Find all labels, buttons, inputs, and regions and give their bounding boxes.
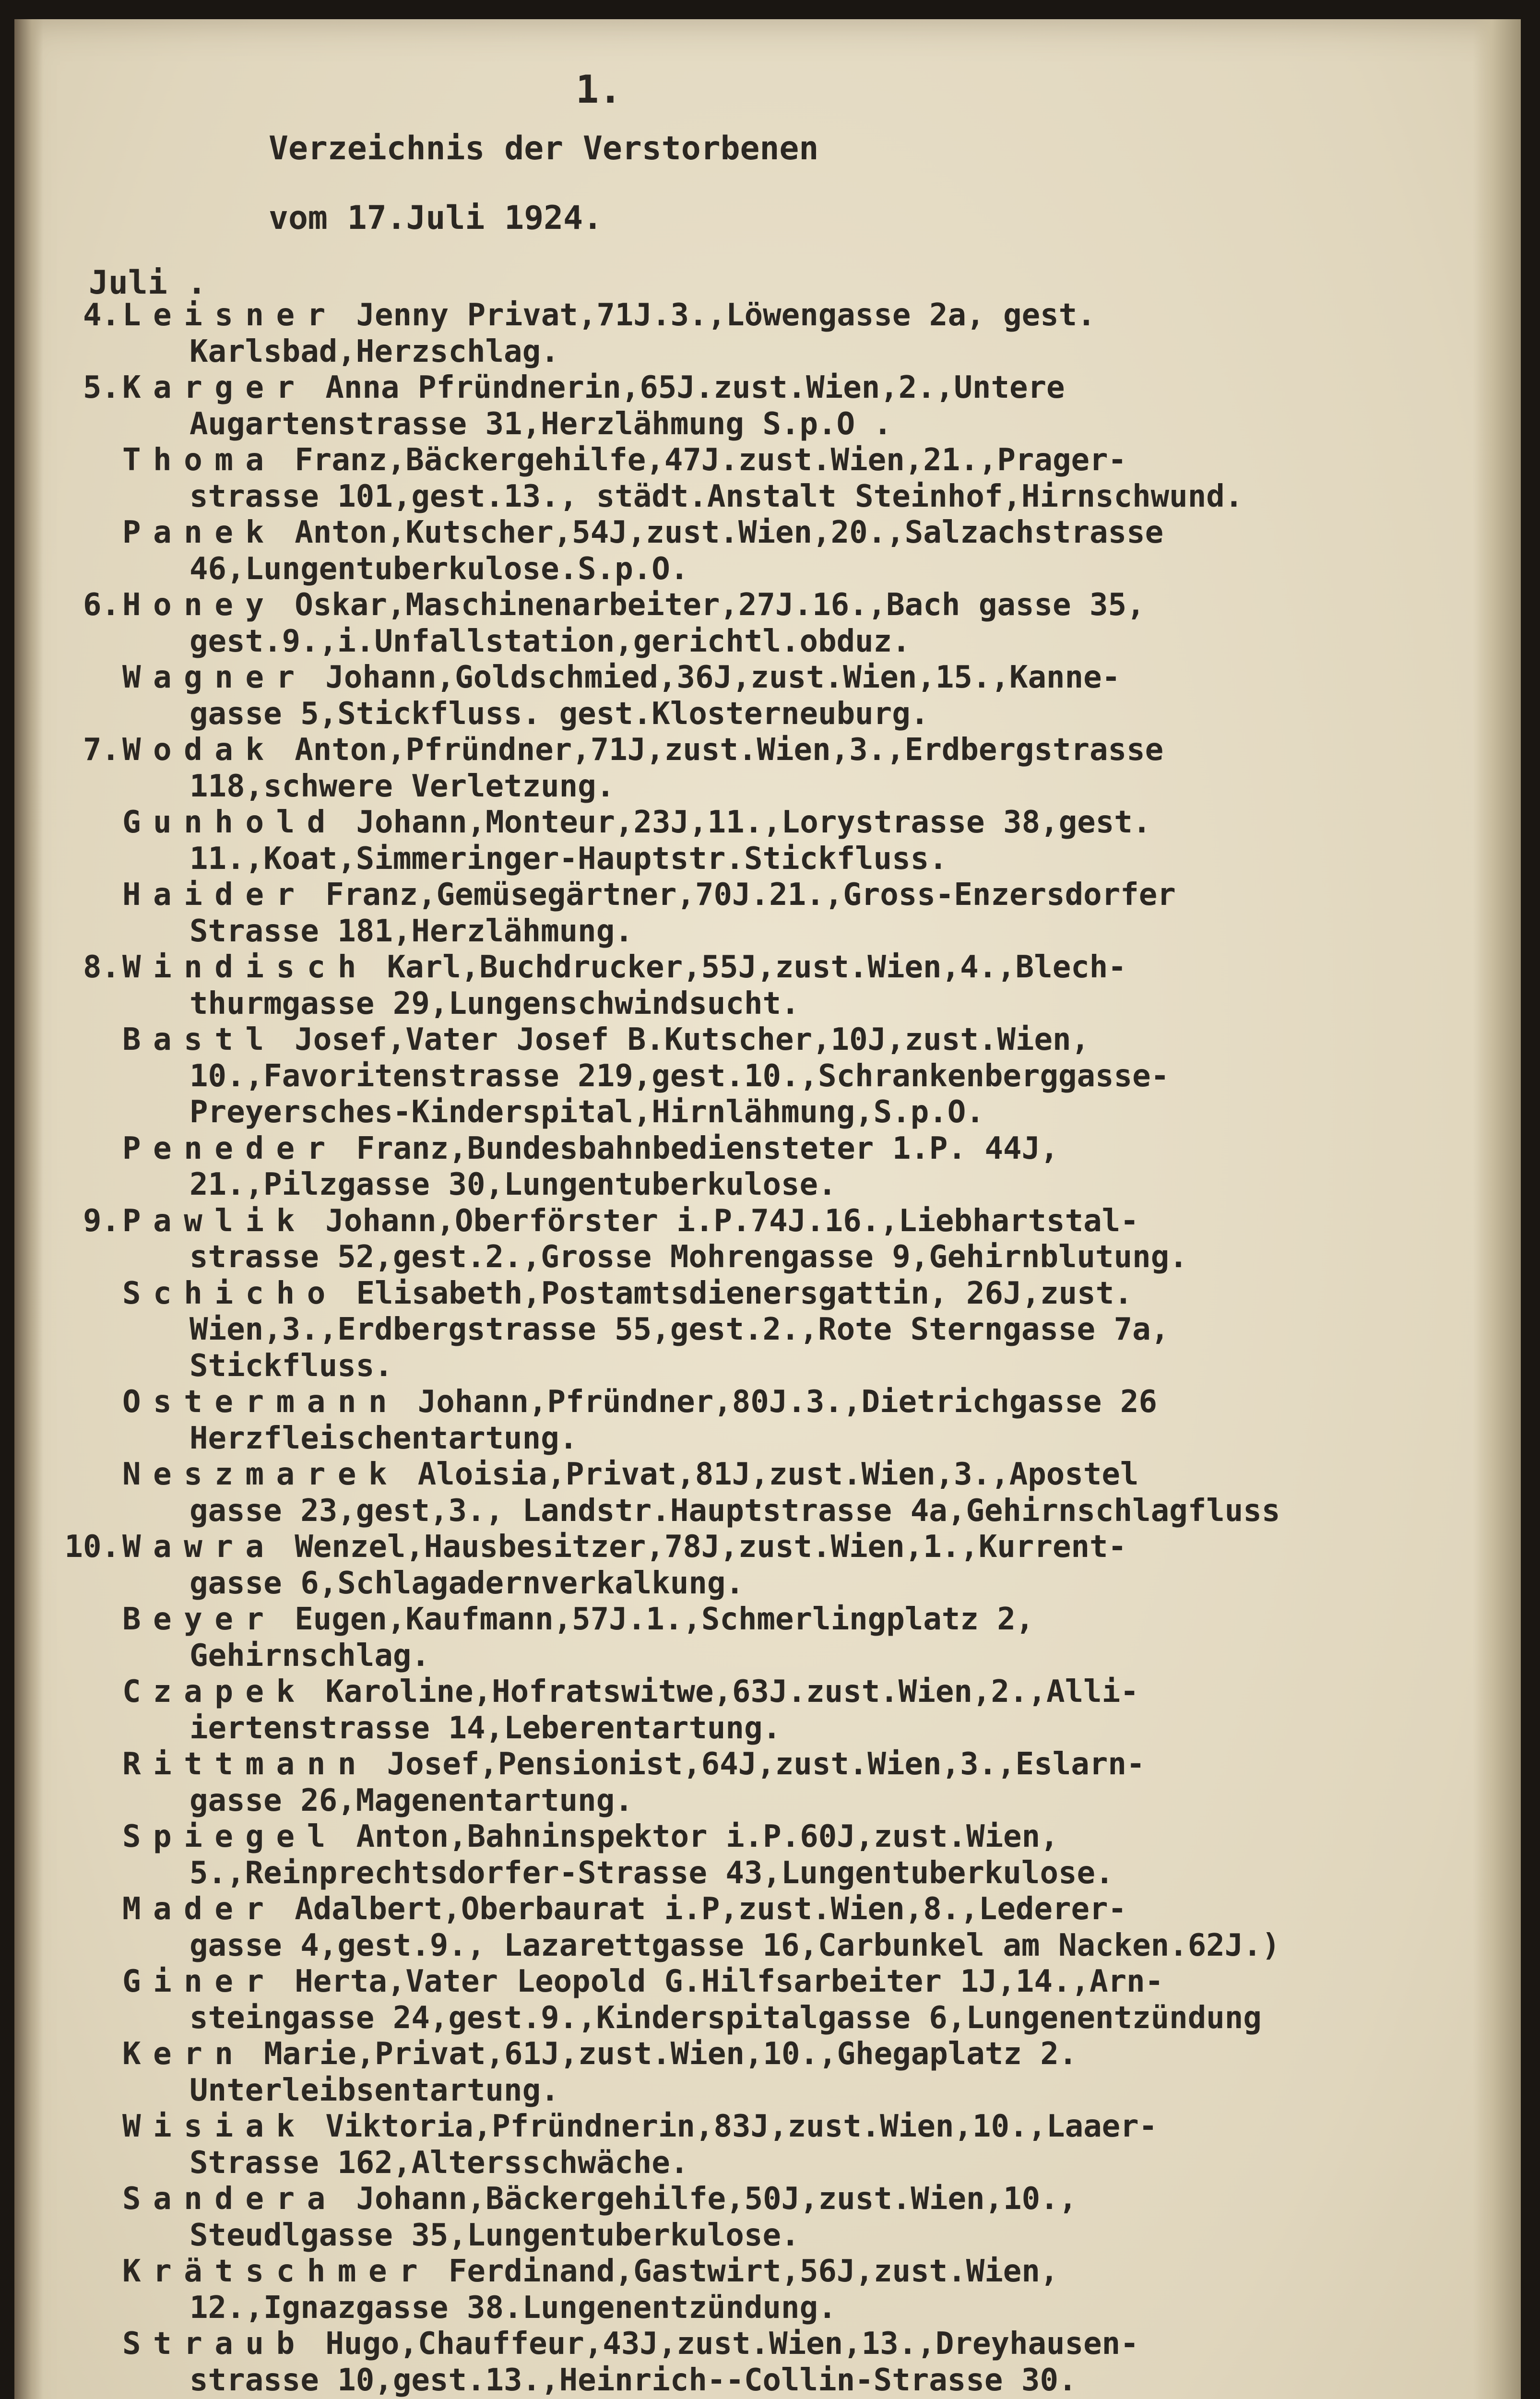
register-entry (122, 1819, 1456, 1891)
entry-details: Karoline,Hofratswitwe,63J.zust.Wien,2.,Alli- (307, 1674, 1139, 1710)
entry-continuation: Wien,3.,Erdbergstrasse 55,gest.2.,Rote Sterngasse 7a, (190, 1312, 1170, 1347)
register-entry (122, 2181, 1456, 2254)
entry-first-line (122, 2181, 1456, 2218)
register-entry (122, 515, 1456, 587)
entry-surname: Beyer (122, 1602, 276, 1637)
entry-day: 7. (83, 732, 120, 768)
entry-surname: Gunhold (122, 805, 338, 840)
register-entry (83, 370, 1456, 442)
date-line: vom 17.Juli 1924. (269, 199, 603, 237)
entry-continuation: Herzfleischentartung. (190, 1420, 578, 1456)
entry-surname: Ostermann (122, 1384, 400, 1420)
entry-continuation: iertenstrasse 14,Leberentartung. (190, 1710, 781, 1746)
entry-continuation: 118,schwere Verletzung. (190, 768, 615, 804)
register-entry (83, 297, 1456, 370)
entry-details: Johann,Pfründner,80J.3.,Dietrichgasse 26 (399, 1384, 1157, 1420)
entry-details: Elisabeth,Postamtsdienersgattin, 26J,zust. (337, 1275, 1133, 1311)
entry-first-line (122, 1457, 1456, 1493)
register-entry (122, 1602, 1456, 1674)
entry-surname: Wisiak (122, 2109, 307, 2144)
entry-continuation: gasse 23,gest,3., Landstr.Hauptstrasse 4a,Gehirnschlagfluss (190, 1493, 1280, 1529)
entry-first-line (122, 2109, 1456, 2145)
register-entry (122, 1276, 1456, 1385)
entry-details: Hugo,Chauffeur,43J,zust.Wien,13.,Dreyhausen- (307, 2326, 1139, 2362)
register-entry (122, 2036, 1456, 2109)
entry-day: 9. (83, 1203, 120, 1239)
entry-continuation: gasse 26,Magenentartung. (190, 1782, 633, 1818)
entry-surname: Kern (122, 2036, 246, 2072)
entry-surname: Honey (122, 587, 276, 623)
entry-continuation: Augartenstrasse 31,Herzlähmung S.p.O . (190, 406, 892, 442)
entry-day: 4. (83, 297, 120, 333)
entry-first-line (83, 732, 1456, 769)
entry-continuation: strasse 101,gest.13., städt.Anstalt Steinhof,Hirnschwund. (190, 478, 1244, 514)
entry-first-line (122, 1674, 1456, 1710)
entry-continuation: thurmgasse 29,Lungenschwindsucht. (190, 986, 800, 1021)
entry-details: Karl,Buchdrucker,55J,zust.Wien,4.,Blech- (368, 950, 1126, 985)
entry-first-line (83, 297, 1456, 334)
entry-surname: Wagner (122, 660, 307, 695)
register-entry (122, 1384, 1456, 1457)
entry-continuation: Strasse 181,Herzlähmung. (190, 913, 633, 949)
entry-first-line (122, 1819, 1456, 1855)
register-entry (83, 587, 1456, 660)
register-entry (122, 1131, 1456, 1203)
entry-details: Josef,Pensionist,64J,zust.Wien,3.,Eslarn- (368, 1746, 1145, 1782)
register-entry (122, 1457, 1456, 1529)
register-entry (122, 442, 1456, 515)
entry-first-line (122, 1746, 1456, 1783)
entry-surname: Sandera (122, 2181, 338, 2217)
entry-day: 6. (83, 587, 120, 623)
entry-continuation: Steudlgasse 35,Lungentuberkulose. (190, 2217, 800, 2253)
entry-details: Eugen,Kaufmann,57J.1.,Schmerlingplatz 2, (276, 1602, 1034, 1637)
entry-surname: Schicho (122, 1275, 338, 1311)
entry-continuation: 21.,Pilzgasse 30,Lungentuberkulose. (190, 1167, 837, 1202)
entry-day: 8. (83, 950, 120, 985)
entry-first-line (122, 2254, 1456, 2290)
entry-first-line (122, 2326, 1456, 2363)
page-number: 1. (576, 67, 622, 112)
entry-first-line (122, 805, 1456, 841)
entry-continuation: gasse 6,Schlagadernverkalkung. (190, 1565, 744, 1601)
entry-surname: Pawlik (122, 1203, 307, 1239)
entry-surname: Czapek (122, 1674, 307, 1710)
entry-surname: Windisch (122, 950, 369, 985)
register-entry (122, 1022, 1456, 1131)
register-entry (122, 1674, 1456, 1746)
entry-continuation: strasse 52,gest.2.,Grosse Mohrengasse 9,Gehirnblutung. (190, 1239, 1188, 1275)
entry-details: Viktoria,Pfründnerin,83J,zust.Wien,10.,Laaer- (307, 2109, 1158, 2144)
entry-details: Wenzel,Hausbesitzer,78J,zust.Wien,1.,Kurrent- (276, 1529, 1127, 1565)
register-entry (83, 732, 1456, 805)
entry-surname: Rittmann (122, 1746, 369, 1782)
entry-details: Johann,Goldschmied,36J,zust.Wien,15.,Kanne- (307, 660, 1121, 695)
entry-day: 10. (64, 1529, 120, 1565)
entry-surname: Karger (122, 370, 307, 405)
entry-first-line (122, 1384, 1456, 1421)
entry-details: Anton,Pfründner,71J,zust.Wien,3.,Erdbergstrasse (276, 732, 1164, 768)
entry-continuation: strasse 10,gest.13.,Heinrich--Collin-Strasse 30. (190, 2362, 1077, 2398)
register-entry (122, 2109, 1456, 2181)
entry-surname: Giner (122, 1964, 276, 1999)
entry-continuation: Unterleibsentartung. (190, 2072, 559, 2108)
entry-details: Josef,Vater Josef B.Kutscher,10J,zust.Wien, (276, 1022, 1090, 1057)
death-register-list (64, 297, 1456, 2399)
entry-first-line (64, 1529, 1456, 1566)
register-entry (122, 2326, 1456, 2399)
entry-first-line (122, 1276, 1456, 1312)
entry-details: Anton,Kutscher,54J,zust.Wien,20.,Salzachstrasse (276, 515, 1164, 550)
entry-first-line (122, 442, 1456, 479)
entry-first-line (122, 1131, 1456, 1167)
entry-continuation: steingasse 24,gest.9.,Kinderspitalgasse 6,Lungenentzündung (190, 2000, 1262, 2036)
entry-surname: Krätschmer (122, 2254, 430, 2289)
entry-details: Marie,Privat,61J,zust.Wien,10.,Ghegaplatz 2. (245, 2036, 1078, 2072)
entry-surname: Panek (122, 515, 276, 550)
entry-surname: Bastl (122, 1022, 276, 1057)
entry-continuation: 11.,Koat,Simmeringer-Hauptstr.Stickfluss. (190, 841, 948, 877)
register-entry (122, 805, 1456, 877)
register-entry (122, 1891, 1456, 1964)
entry-first-line (122, 1964, 1456, 2000)
entry-details: Aloisia,Privat,81J,zust.Wien,3.,Apostel (399, 1457, 1139, 1492)
entry-first-line (122, 1022, 1456, 1058)
entry-continuation: Preyersches-Kinderspital,Hirnlähmung,S.p.O. (190, 1094, 984, 1130)
entry-surname: Haider (122, 877, 307, 913)
entry-continuation: 46,Lungentuberkulose.S.p.O. (190, 551, 689, 587)
entry-surname: Straub (122, 2326, 307, 2362)
entry-details: Johann,Monteur,23J,11.,Lorystrasse 38,gest. (337, 805, 1151, 840)
entry-surname: Mader (122, 1891, 276, 1927)
entry-first-line (122, 877, 1456, 914)
entry-surname: Spiegel (122, 1819, 338, 1854)
entry-details: Anton,Bahninspektor i.P.60J,zust.Wien, (337, 1819, 1059, 1854)
entry-first-line (83, 950, 1456, 986)
entry-continuation: Gehirnschlag. (190, 1638, 430, 1674)
entry-details: Jenny Privat,71J.3.,Löwengasse 2a, gest. (337, 297, 1096, 333)
entry-surname: Leisner (122, 297, 338, 333)
entry-continuation: Strasse 162,Altersschwäche. (190, 2145, 689, 2181)
entry-continuation: 12.,Ignazgasse 38.Lungenentzündung. (190, 2290, 837, 2326)
entry-details: Johann,Bäckergehilfe,50J,zust.Wien,10., (337, 2181, 1078, 2217)
entry-continuation: gest.9.,i.Unfallstation,gerichtl.obduz. (190, 623, 911, 659)
entry-first-line (83, 370, 1456, 406)
register-entry (83, 950, 1456, 1022)
entry-details: Franz,Gemüsegärtner,70J.21.,Gross-Enzersdorfer (307, 877, 1176, 913)
register-entry (122, 1964, 1456, 2036)
entry-continuation: 5.,Reinprechtsdorfer-Strasse 43,Lungentuberkulose. (190, 1855, 1114, 1891)
entry-continuation: Stickfluss. (190, 1348, 393, 1384)
entry-continuation: gasse 5,Stickfluss. gest.Klosterneuburg. (190, 696, 929, 732)
entry-continuation: 10.,Favoritenstrasse 219,gest.10.,Schrankenberggasse- (190, 1058, 1170, 1094)
entry-details: Herta,Vater Leopold G.Hilfsarbeiter 1J,14.,Arn- (276, 1964, 1164, 1999)
entry-details: Franz,Bäckergehilfe,47J.zust.Wien,21.,Prager- (276, 442, 1127, 478)
entry-continuation: Karlsbad,Herzschlag. (190, 333, 559, 369)
page-title: Verzeichnis der Verstorbenen (269, 130, 819, 167)
entry-details: Oskar,Maschinenarbeiter,27J.16.,Bach gasse 35, (276, 587, 1145, 623)
entry-first-line (122, 1891, 1456, 1928)
entry-surname: Wawra (122, 1529, 276, 1565)
entry-first-line (122, 2036, 1456, 2073)
register-entry (122, 660, 1456, 732)
entry-surname: Wodak (122, 732, 276, 768)
entry-details: Johann,Oberförster i.P.74J.16.,Liebhartstal- (307, 1203, 1139, 1239)
entry-surname: Peneder (122, 1130, 338, 1166)
entry-first-line (122, 660, 1456, 696)
entry-first-line (122, 1602, 1456, 1638)
entry-details: Anna Pfründnerin,65J.zust.Wien,2.,Untere (307, 370, 1065, 405)
entry-details: Franz,Bundesbahnbediensteter 1.P. 44J, (337, 1130, 1059, 1166)
entry-details: Adalbert,Oberbaurat i.P,zust.Wien,8.,Lederer- (276, 1891, 1127, 1927)
register-entry (122, 2254, 1456, 2326)
entry-surname: Neszmarek (122, 1457, 400, 1492)
entry-continuation: gasse 4,gest.9., Lazarettgasse 16,Carbunkel am Nacken.62J.) (190, 1927, 1280, 1963)
entry-details: Ferdinand,Gastwirt,56J,zust.Wien, (430, 2254, 1059, 2289)
entry-day: 5. (83, 370, 120, 405)
register-entry (122, 1746, 1456, 1819)
entry-first-line (83, 587, 1456, 624)
month-label: Juli . (89, 264, 207, 302)
register-entry (122, 877, 1456, 950)
entry-surname: Thoma (122, 442, 276, 478)
register-entry (64, 1529, 1456, 1602)
entry-first-line (83, 1203, 1456, 1240)
entry-first-line (122, 515, 1456, 551)
register-entry (83, 1203, 1456, 1276)
